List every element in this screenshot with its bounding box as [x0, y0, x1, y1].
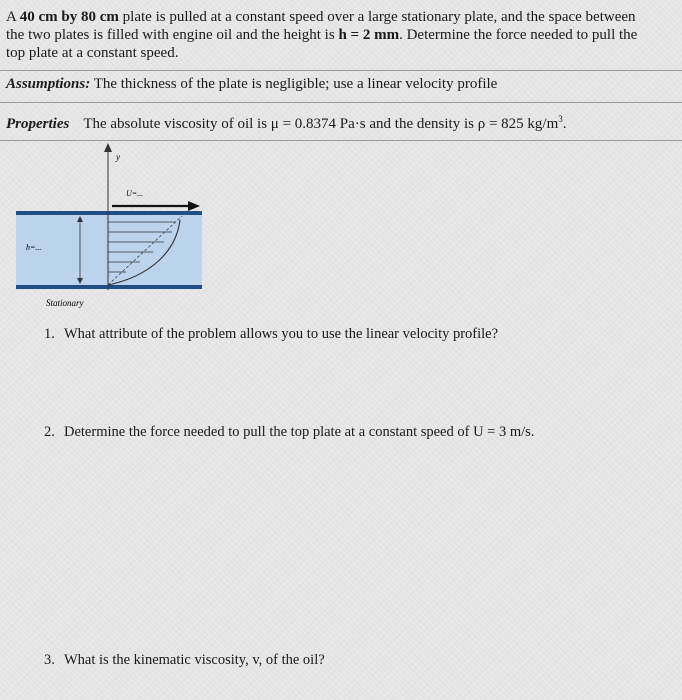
oil-layer [16, 214, 202, 286]
assumptions-text: The thickness of the plate is negligible; use a linear velocity profile [93, 76, 498, 92]
properties-text: The absolute viscosity of oil is μ = 0.8374 Pa·s and the density is ρ = 825 kg/m [83, 116, 559, 132]
velocity-label: U=... [126, 189, 144, 198]
question-number: 1. [44, 326, 55, 342]
question-3 [44, 652, 325, 669]
question-text: What attribute of the problem allows you to use the linear velocity profile? [64, 326, 499, 342]
question-text: What is the kinematic viscosity, v, of the oil? [64, 652, 325, 668]
assumptions [6, 76, 497, 93]
question-2 [44, 424, 534, 441]
bottom-plate [16, 285, 202, 289]
properties-exponent: 3 [558, 114, 563, 124]
properties-label: Properties [6, 116, 70, 132]
height-label: h=... [26, 243, 42, 252]
divider [0, 70, 682, 71]
problem-text-3: . Determine the force needed to pull the top plate at a constant speed. [6, 27, 638, 61]
problem-statement [6, 8, 656, 62]
divider [0, 102, 682, 103]
top-plate [16, 211, 202, 215]
question-1 [44, 326, 498, 343]
problem-text-2: plate is pulled at a constant speed over a large stationary plate, and the space between the two plates is filled with engine oil and the height is [6, 9, 636, 43]
y-axis-label: y [116, 152, 120, 162]
plate-dimensions: 40 cm by 80 cm [19, 9, 119, 25]
properties-end: . [562, 116, 567, 132]
y-axis-arrowhead [104, 143, 112, 152]
question-text: Determine the force needed to pull the top plate at a constant speed of U = 3 m/s. [64, 424, 535, 440]
problem-text-1: A [6, 9, 20, 25]
stationary-label: Stationary [46, 298, 84, 308]
velocity-arrowhead [188, 201, 200, 211]
gap-height: h = 2 mm [338, 27, 400, 43]
question-number: 2. [44, 424, 55, 440]
properties [6, 114, 567, 133]
assumptions-label: Assumptions: [6, 76, 91, 92]
question-number: 3. [44, 652, 55, 668]
velocity-profile-diagram [0, 138, 250, 318]
